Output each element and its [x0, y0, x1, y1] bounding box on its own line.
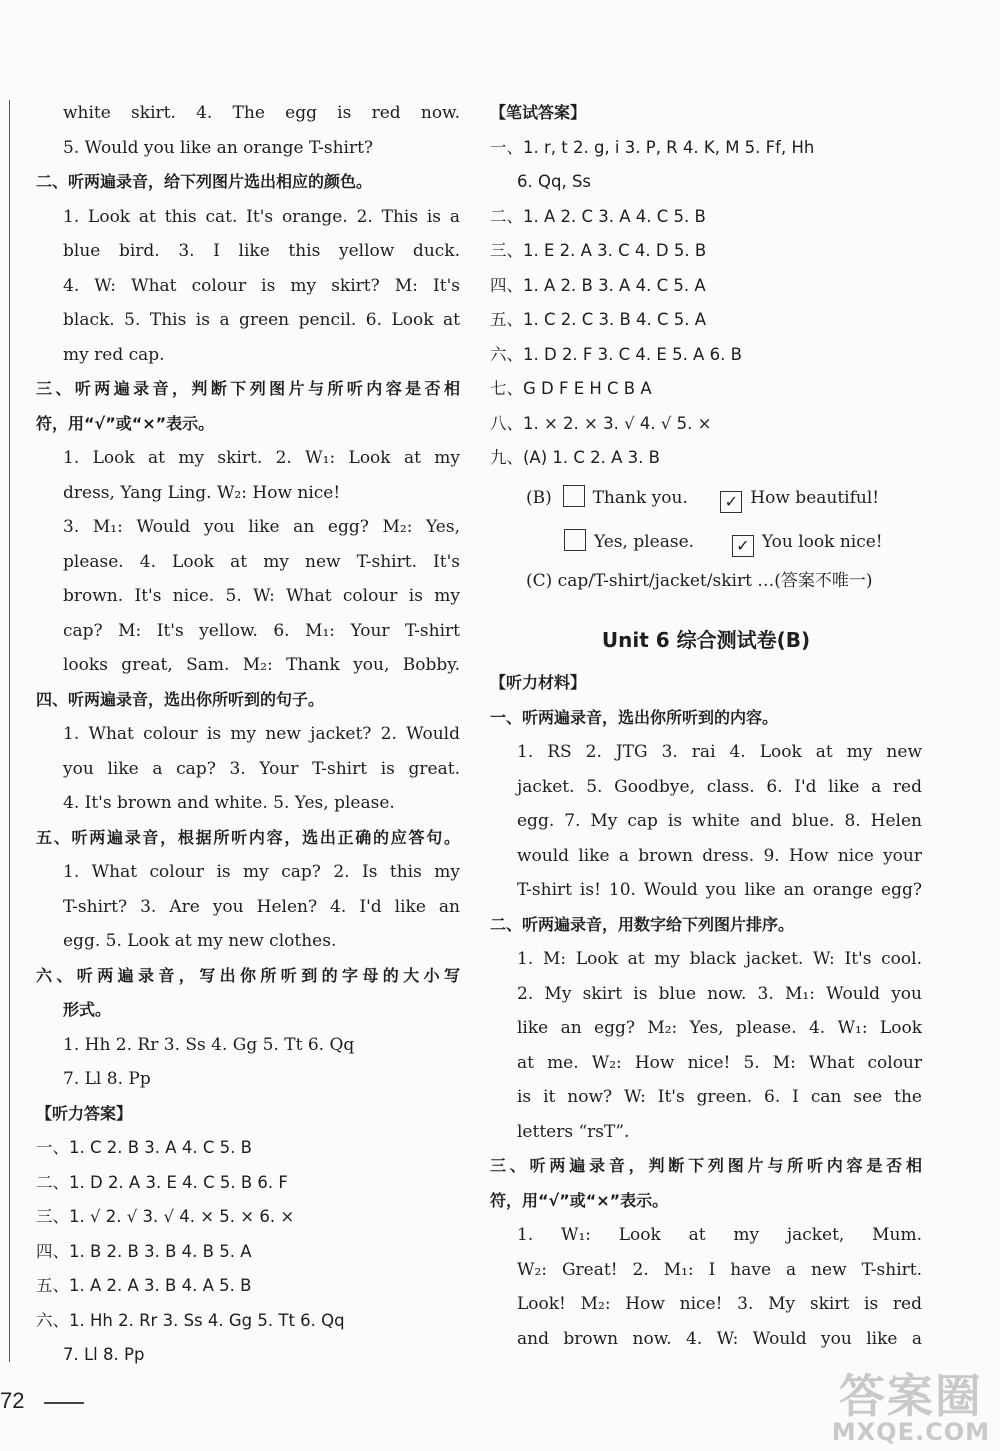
section-heading: 一、听两遍录音，选出你所听到的内容。 [490, 707, 779, 727]
text-line: brown. It's nice. 5. W: What colour is my [63, 586, 460, 606]
text-line: 一、1. C 2. B 3. A 4. C 5. B [36, 1138, 252, 1157]
text-line: 七、G D F E H C B A [490, 379, 652, 398]
q9-b-row2 [490, 520, 922, 564]
checkbox-checked: ✓ [720, 491, 742, 513]
section-heading: 四、听两遍录音，选出你所听到的句子。 [36, 689, 325, 709]
text-line: white skirt. 4. The egg is red now. [63, 103, 460, 123]
text-line: blue bird. 3. I like this yellow duck. [63, 241, 460, 261]
column-rule [9, 100, 10, 1362]
text-line: T-shirt? 3. Are you Helen? 4. I'd like an [63, 896, 460, 917]
text-line: 九、(A) 1. C 2. A 3. B [490, 448, 660, 467]
q9-c-line: (C) cap/T-shirt/jacket/skirt …(答案不唯一) [526, 570, 873, 591]
text-line: 1. What colour is my cap? 2. Is this my [63, 862, 460, 882]
text-line: 四、1. B 2. B 3. B 4. B 5. A [36, 1241, 252, 1261]
q9-b-label: (B) [526, 487, 552, 508]
written-answers-block [490, 96, 922, 476]
text-line: 7. Ll 8. Pp [63, 1069, 151, 1089]
option-text: Thank you. [592, 487, 688, 508]
option-text: You look nice! [761, 531, 883, 552]
text-line: is it now? W: It's green. 6. I can see the [517, 1087, 922, 1107]
section-heading: 【笔试答案】 [490, 103, 587, 122]
text-line: 四、1. A 2. B 3. A 4. C 5. A [490, 275, 706, 295]
text-line: jacket. 5. Goodbye, class. 6. I'd like a red [517, 776, 922, 797]
section-heading: 【听力答案】 [36, 1103, 133, 1123]
text-line: 五、1. C 2. C 3. B 4. C 5. A [490, 310, 707, 329]
q9-b-row1 [490, 476, 922, 520]
right-column [490, 96, 922, 1356]
left-column [36, 96, 460, 1373]
text-line: 五、1. A 2. A 3. B 4. A 5. B [36, 1276, 252, 1295]
text-line: T-shirt is! 10. Would you like an orange egg? [517, 880, 922, 900]
text-line: you like a cap? 3. Your T-shirt is great. [63, 758, 460, 779]
checkbox-empty [564, 529, 586, 551]
text-line: 7. Ll 8. Pp [63, 1345, 145, 1364]
section-heading: 符，用“√”或“×”表示。 [490, 1190, 669, 1210]
text-line: 八、1. × 2. × 3. √ 4. √ 5. × [490, 413, 712, 433]
text-line: 5. Would you like an orange T-shirt? [63, 137, 374, 158]
text-line: 三、1. √ 2. √ 3. √ 4. × 5. × 6. × [36, 1207, 295, 1226]
text-line: my red cap. [63, 344, 165, 365]
section-heading: 二、听两遍录音，给下列图片选出相应的颜色。 [36, 172, 373, 191]
text-line: would like a brown dress. 9. How nice your [517, 845, 922, 866]
text-line: 一、1. r, t 2. g, i 3. P, R 4. K, M 5. Ff, Hh [490, 137, 815, 157]
text-line: 4. W: What colour is my skirt? M: It's [63, 275, 460, 296]
text-line: looks great, Sam. M₂: Thank you, Bobby. [63, 655, 460, 675]
text-line: 6. Qq, Ss [517, 172, 592, 191]
section-title: Unit 6 综合测试卷(B) [601, 628, 811, 652]
section-heading: 五、听两遍录音，根据所听内容，选出正确的应答句。 [36, 827, 460, 847]
checkbox-empty [563, 485, 585, 507]
section-heading: 三、听两遍录音，判断下列图片与所听内容是否相 [490, 1156, 922, 1175]
text-line: 二、1. A 2. C 3. A 4. C 5. B [490, 206, 706, 226]
section-heading: 符，用“√”或“×”表示。 [36, 413, 215, 433]
listening-materials-block [490, 666, 922, 1356]
text-line: 1. RS 2. JTG 3. rai 4. Look at my new [517, 742, 922, 762]
text-line: please. 4. Look at my new T-shirt. It's [63, 551, 460, 572]
page-number: 72 [0, 1388, 25, 1413]
text-line: 三、1. E 2. A 3. C 4. D 5. B [490, 241, 707, 260]
text-line: 3. M₁: Would you like an egg? M₂: Yes, [63, 517, 460, 537]
text-line: Look! M₂: How nice! 3. My skirt is red [517, 1294, 922, 1314]
section-heading: 三、听两遍录音，判断下列图片与所听内容是否相 [36, 379, 460, 398]
text-line: 二、1. D 2. A 3. E 4. C 5. B 6. F [36, 1172, 288, 1192]
section-heading: 形式。 [63, 1000, 112, 1019]
text-line: 4. It's brown and white. 5. Yes, please. [63, 793, 395, 813]
text-line: at me. W₂: How nice! 5. M: What colour [517, 1052, 922, 1073]
text-line: like an egg? M₂: Yes, please. 4. W₁: Look [517, 1018, 922, 1038]
text-line: 1. W₁: Look at my jacket, Mum. [517, 1225, 922, 1245]
text-line: 六、1. D 2. F 3. C 4. E 5. A 6. B [490, 344, 742, 364]
text-line: letters “rsT”. [517, 1121, 630, 1142]
text-line: cap? M: It's yellow. 6. M₁: Your T-shirt [63, 620, 460, 641]
text-line: W₂: Great! 2. M₁: I have a new T-shirt. [517, 1259, 922, 1280]
section-heading: 【听力材料】 [490, 673, 587, 692]
watermark-logo: 答案圈 MXQE.COM [831, 1368, 990, 1446]
text-line: 1. M: Look at my black jacket. W: It's cool. [517, 949, 922, 969]
option-text: Yes, please. [594, 531, 695, 552]
text-line: 1. Look at my skirt. 2. W₁: Look at my [63, 448, 460, 468]
text-line: 2. My skirt is blue now. 3. M₁: Would you [517, 983, 922, 1004]
text-line: egg. 7. My cap is white and blue. 8. Helen [517, 811, 922, 831]
text-line: 六、1. Hh 2. Rr 3. Ss 4. Gg 5. Tt 6. Qq [36, 1310, 345, 1330]
text-line: 1. What colour is my new jacket? 2. Would [63, 724, 460, 744]
text-line: black. 5. This is a green pencil. 6. Look at [63, 310, 460, 330]
page-number-dash [44, 1402, 84, 1404]
section-heading: 二、听两遍录音，用数字给下列图片排序。 [490, 914, 795, 934]
option-text: How beautiful! [750, 487, 880, 508]
text-line: and brown now. 4. W: Would you like a [517, 1328, 922, 1349]
text-line: 1. Look at this cat. It's orange. 2. This is a [63, 206, 460, 227]
text-line: egg. 5. Look at my new clothes. [63, 931, 337, 951]
text-line: 1. Hh 2. Rr 3. Ss 4. Gg 5. Tt 6. Qq [63, 1034, 355, 1055]
section-heading: 六、听两遍录音，写出你所听到的字母的大小写 [36, 965, 460, 985]
text-line: dress, Yang Ling. W₂: How nice! [63, 482, 341, 503]
checkbox-checked: ✓ [732, 535, 754, 557]
